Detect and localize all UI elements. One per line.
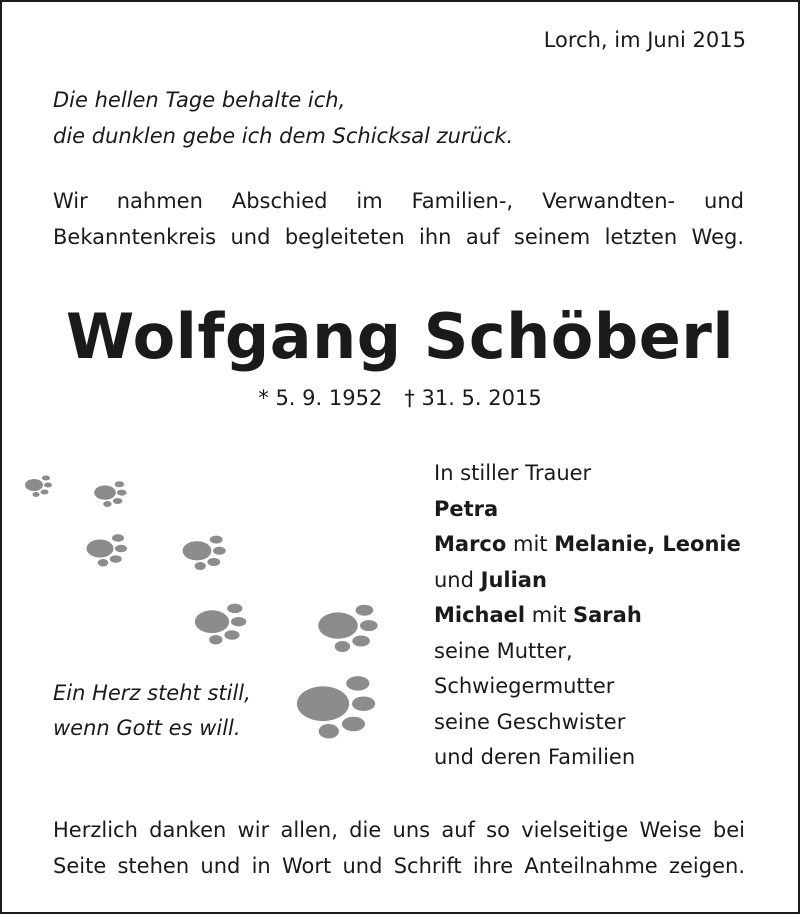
mourner-mutter: seine Mutter,	[434, 638, 573, 663]
thanks-text	[53, 812, 745, 884]
mourners-list	[434, 456, 741, 776]
thanks-line-1: Herzlich danken wir allen, die uns auf so vielseitige Weise bei	[53, 818, 745, 842]
verse	[53, 676, 251, 746]
mourner-melanie-leonie: Melanie, Leonie	[554, 532, 741, 556]
deceased-name: Wolfgang Schöberl	[65, 300, 735, 373]
paw-print-icon	[318, 605, 377, 652]
date-line: Lorch, im Juni 2015	[543, 28, 746, 52]
motto-line-1: Die hellen Tage behalte ich,	[53, 88, 346, 112]
connector-mit: mit	[525, 603, 573, 627]
mourner-geschwister: seine Geschwister	[434, 709, 626, 734]
mourner-julian: Julian	[480, 567, 547, 592]
motto-line-2: die dunklen gebe ich dem Schicksal zurück.	[53, 124, 514, 148]
mourner-michael: Michael	[434, 603, 526, 627]
verse-line-1: Ein Herz steht still,	[53, 681, 251, 705]
mourner-petra: Petra	[434, 496, 499, 521]
death-date: † 31. 5. 2015	[404, 386, 542, 410]
paw-print-icon	[183, 536, 226, 570]
birth-date: * 5. 9. 1952	[258, 386, 383, 410]
paw-print-icon	[87, 534, 128, 566]
connector-mit: mit	[506, 532, 555, 556]
mourner-schwiegermutter: Schwiegermutter	[434, 674, 615, 698]
thanks-line-2: Seite stehen und in Wort und Schrift ihre Anteilnahme zeigen.	[53, 854, 745, 878]
intro-line-2: Bekanntenkreis und begleiteten ihn auf seinem letzten Weg.	[53, 225, 744, 249]
verse-line-2: wenn Gott es will.	[53, 716, 241, 740]
paw-print-icon	[25, 476, 52, 498]
paw-print-icon	[94, 481, 126, 507]
paw-print-icon	[297, 676, 375, 738]
mourner-sarah: Sarah	[573, 603, 642, 627]
mourners-heading: In stiller Trauer	[434, 461, 592, 485]
paw-print-icon	[195, 604, 246, 645]
mourner-marco: Marco	[434, 532, 507, 556]
mourner-familien: und deren Familien	[434, 745, 636, 769]
intro-line-1: Wir nahmen Abschied im Familien-, Verwandten- und	[53, 189, 744, 213]
connector-und: und	[434, 567, 481, 592]
